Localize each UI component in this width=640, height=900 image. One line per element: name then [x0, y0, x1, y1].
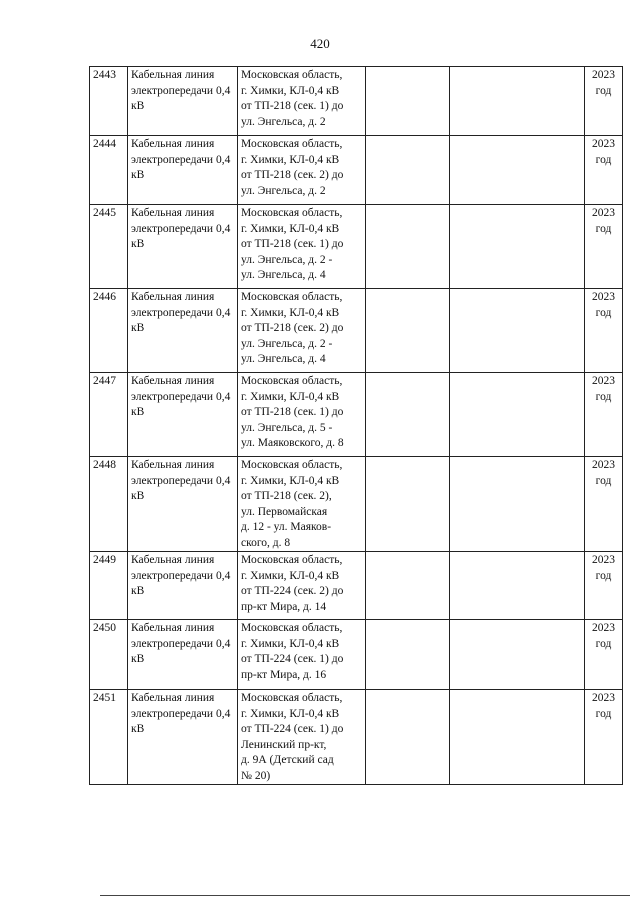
empty-cell-col5 [450, 67, 585, 136]
table-row [90, 67, 623, 136]
address-line: от ТП-218 (сек. 1) до [241, 100, 344, 112]
row-number: 2450 [90, 620, 128, 690]
object-address [238, 457, 366, 552]
address-line: Московская область, [241, 291, 343, 303]
address-line: от ТП-218 (сек. 1) до [241, 406, 344, 418]
empty-cell-col4 [366, 373, 450, 457]
object-name: Кабельная линия электропередачи 0,4 кВ [128, 373, 238, 457]
completion-year: 2023 год [585, 67, 623, 136]
address-line: ул. Первомайская [241, 505, 328, 518]
address-line: г. Химки, КЛ-0,4 кВ [241, 474, 340, 487]
object-address [238, 690, 366, 785]
address-line: ул. Энгельса, д. 5 - [241, 421, 333, 434]
object-name: Кабельная линия электропередачи 0,4 кВ [128, 690, 238, 785]
completion-year: 2023 год [585, 690, 623, 785]
address-line: Московская область, [241, 622, 343, 634]
bottom-rule [100, 895, 630, 896]
address-line: ского, д. 8 [241, 536, 291, 549]
address-line: от ТП-218 (сек. 2) до [241, 322, 344, 334]
table-row [90, 552, 623, 620]
address-line: г. Химки, КЛ-0,4 кВ [241, 390, 340, 403]
empty-cell-col4 [366, 67, 450, 136]
address-line: от ТП-224 (сек. 1) до [241, 723, 344, 735]
empty-cell-col4 [366, 205, 450, 289]
address-line: г. Химки, КЛ-0,4 кВ [241, 637, 340, 650]
object-address [238, 205, 366, 289]
table-row [90, 620, 623, 690]
row-number: 2443 [90, 67, 128, 136]
registry-rows [90, 67, 623, 785]
empty-cell-col4 [366, 457, 450, 552]
empty-cell-col4 [366, 552, 450, 620]
address-line: пр-кт Мира, д. 14 [241, 600, 327, 613]
address-line: Московская область, [241, 207, 343, 219]
empty-cell-col5 [450, 552, 585, 620]
address-line: пр-кт Мира, д. 16 [241, 668, 327, 681]
table-row [90, 289, 623, 373]
address-line: Московская область, [241, 69, 343, 81]
completion-year: 2023 год [585, 620, 623, 690]
address-line: от ТП-218 (сек. 2) до [241, 169, 344, 181]
address-line: г. Химки, КЛ-0,4 кВ [241, 222, 340, 235]
object-address [238, 289, 366, 373]
address-line: г. Химки, КЛ-0,4 кВ [241, 306, 340, 319]
address-line: от ТП-224 (сек. 2) до [241, 585, 344, 597]
row-number: 2445 [90, 205, 128, 289]
object-name: Кабельная линия электропередачи 0,4 кВ [128, 457, 238, 552]
row-number: 2447 [90, 373, 128, 457]
row-number: 2451 [90, 690, 128, 785]
empty-cell-col5 [450, 289, 585, 373]
address-line: от ТП-224 (сек. 1) до [241, 653, 344, 665]
address-line: д. 9А (Детский сад [241, 754, 334, 766]
table-row [90, 457, 623, 552]
address-line: ул. Маяковского, д. 8 [241, 437, 344, 449]
address-line: Московская область, [241, 459, 343, 471]
empty-cell-col5 [450, 373, 585, 457]
row-number: 2444 [90, 136, 128, 205]
address-line: ул. Энгельса, д. 4 [241, 269, 326, 281]
object-name: Кабельная линия электропередачи 0,4 кВ [128, 205, 238, 289]
address-line: Московская область, [241, 375, 343, 387]
table-row [90, 205, 623, 289]
address-line: Московская область, [241, 554, 343, 566]
row-number: 2449 [90, 552, 128, 620]
completion-year: 2023 год [585, 289, 623, 373]
empty-cell-col5 [450, 136, 585, 205]
empty-cell-col4 [366, 690, 450, 785]
empty-cell-col5 [450, 690, 585, 785]
row-number: 2446 [90, 289, 128, 373]
object-name: Кабельная линия электропередачи 0,4 кВ [128, 67, 238, 136]
empty-cell-col5 [450, 457, 585, 552]
table-row [90, 690, 623, 785]
empty-cell-col4 [366, 136, 450, 205]
address-line: ул. Энгельса, д. 2 [241, 184, 326, 197]
address-line: от ТП-218 (сек. 2), [241, 490, 332, 502]
page-number: 420 [310, 36, 330, 51]
empty-cell-col4 [366, 289, 450, 373]
object-address [238, 620, 366, 690]
address-line: Московская область, [241, 138, 343, 150]
table-row [90, 136, 623, 205]
address-line: г. Химки, КЛ-0,4 кВ [241, 707, 340, 720]
object-address [238, 136, 366, 205]
object-address [238, 552, 366, 620]
completion-year: 2023 год [585, 373, 623, 457]
object-address [238, 373, 366, 457]
address-line: ул. Энгельса, д. 2 - [241, 337, 333, 350]
address-line: от ТП-218 (сек. 1) до [241, 238, 344, 250]
object-name: Кабельная линия электропередачи 0,4 кВ [128, 289, 238, 373]
address-line: № 20) [241, 769, 271, 782]
row-number: 2448 [90, 457, 128, 552]
address-line: г. Химки, КЛ-0,4 кВ [241, 569, 340, 582]
address-line: Ленинский пр-кт, [241, 738, 327, 751]
empty-cell-col5 [450, 620, 585, 690]
completion-year: 2023 год [585, 136, 623, 205]
address-line: д. 12 - ул. Маяков- [241, 521, 332, 533]
address-line: г. Химки, КЛ-0,4 кВ [241, 84, 340, 97]
object-name: Кабельная линия электропередачи 0,4 кВ [128, 620, 238, 690]
completion-year: 2023 год [585, 552, 623, 620]
empty-cell-col5 [450, 205, 585, 289]
address-line: ул. Энгельса, д. 4 [241, 353, 326, 365]
table-row [90, 373, 623, 457]
address-line: г. Химки, КЛ-0,4 кВ [241, 153, 340, 166]
empty-cell-col4 [366, 620, 450, 690]
registry-table [89, 66, 623, 785]
object-address [238, 67, 366, 136]
completion-year: 2023 год [585, 457, 623, 552]
address-line: ул. Энгельса, д. 2 [241, 115, 326, 128]
address-line: ул. Энгельса, д. 2 - [241, 253, 333, 266]
address-line: Московская область, [241, 692, 343, 704]
completion-year: 2023 год [585, 205, 623, 289]
object-name: Кабельная линия электропередачи 0,4 кВ [128, 136, 238, 205]
object-name: Кабельная линия электропередачи 0,4 кВ [128, 552, 238, 620]
